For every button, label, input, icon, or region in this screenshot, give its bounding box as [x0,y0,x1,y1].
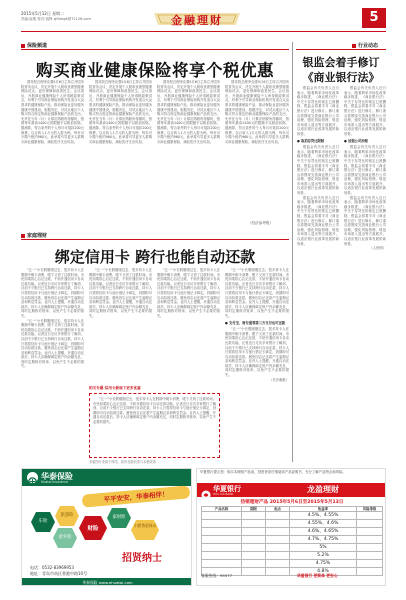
article1-col2 [89,80,152,228]
rate-cell: 4.6%、4.65% [290,528,357,536]
article3-sub1: ● 支付宝、财付通等第三方支付也可还款 [225,320,286,325]
article3-col4 [225,268,289,458]
article1-body-1: 国务院总理李克强5月6日主持召开国务院常务会议，决定开展个人税收优惠型健康保险试点，更好保障和改善民生。会议指出，开展商业健康保险个人所得税政策试点，有利于引导商业保险机构开发适合大众需求的健康保险产品，推动保险业更好服务健康中国建设。根据决定，对试点地区个人购买符合规定的商业健康保险产品的支出，允许在当年（月）计算应纳税所得额时，按照每年最高2400元的限额予以税前扣除。据测算，符合条件的个人每月可抵扣200元保费，以月收入1万元的人群为例，每年可少缴个税约960元。此举将引导更多人群购买商业健康保险，减轻医疗支出负担。 [21,80,84,144]
col-risk: 风险等级 [357,507,383,512]
header-rule [21,31,386,32]
hex-5 [52,527,78,549]
section-title-text: 金融理财 [171,14,223,27]
hex-2 [54,505,80,527]
article3-body-3: "五一"小长假刚刚过去，很多持卡人在假期中刷卡消费，眼下又到了还款时间。市民如果担心忘记还款，不妨开通信用卡自动还款功能。记者近日走访多家银行了解到，目前不少银行已支持跨行自动还款，持卡人只需将信用卡与他行借记卡绑定，到期即可自动扣款还款，避免因忘记还款产生逾期记录和利息罚金。业内人士提醒，开通自动还款后，持卡人应确保绑定账户内余额充足，同时定期核对账单，以免产生不必要的损失。 [157,268,220,318]
huatai-site: 华泰保险 www.ehuatai.com [82,580,133,585]
rate-row [202,520,383,528]
huaxia-product: 龙盈理财 [307,484,339,494]
huatai-address: 地址：青岛市南区香港中路10号 [30,571,88,576]
col-rate: 收益率 [290,507,357,512]
col-label-rule-right [296,49,386,50]
article3-note: 相关专题·信用卡新规下更多优惠 [89,386,141,390]
article3-headline: 绑定信用卡 跨行也能自动还款 [54,248,256,266]
article2-headline: 银监会着手修订 [302,56,380,69]
article2-body-1: 银监会有关负责人近日表示，随着利率市场化改革稳步推进，《商业银行法》中关于存贷比的规定已被删除，银监会将着手对《商业银行法》进行修订。修订重点将围绕完善商业银行公司治理、强化风险管理、规范市场准入退出等方面展开，以适应银行业改革发展的新形势。 [297,86,339,136]
huatai-slogan: 平平安安，华泰相伴！ [103,490,169,504]
article3-box-body: "五一"小长假刚刚过去，很多持卡人在假期中刷卡消费，眼下又到了还款时间。市民如果担心忘记还款，不妨开通信用卡自动还款功能。记者近日走访多家银行了解到，目前不少银行已支持跨行自动还款，持卡人只需将信用卡与他行借记卡绑定，到期即可自动扣款还款，避免因忘记还款产生逾期记录和利息罚金。业内人士提醒，开通自动还款后，持卡人应确保绑定账户内余额充足，同时定期核对账单，以免产生不必要的损失。 [93,397,216,424]
hex-3 [78,515,108,541]
rate-row [202,512,383,520]
article2-body-2c: 银监会有关负责人近日表示，随着利率市场化改革稳步推进，《商业银行法》中关于存贷比的规定已被删除，银监会将着手对《商业银行法》进行修订。修订重点将围绕完善商业银行公司治理、强化风险管理、规范市场准入退出等方面展开，以适应银行业改革发展的新形势。 [344,195,386,246]
article3-body-1: "五一"小长假刚刚过去，很多持卡人在假期中刷卡消费，眼下又到了还款时间。市民如果担心忘记还款，不妨开通信用卡自动还款功能。记者近日走访多家银行了解到，目前不少银行已支持跨行自动还款，持卡人只需将信用卡与他行借记卡绑定，到期即可自动扣款还款，避免因忘记还款产生逾期记录和利息罚金。业内人士提醒，开通自动还款后，持卡人应确保绑定账户内余额充足，同时定期核对账单，以免产生不必要的损失。 [21,268,84,318]
col-start: 起点 [266,507,290,512]
hex-3-label: 财险 [87,526,99,532]
article3-body-4: "五一"小长假刚刚过去，很多持卡人在假期中刷卡消费，眼下又到了还款时间。市民如果担心忘记还款，不妨开通信用卡自动还款功能。记者近日走访多家银行了解到，目前不少银行已支持跨行自动还款，持卡人只需将信用卡与他行借记卡绑定，到期即可自动扣款还款，避免因忘记还款产生逾期记录和利息罚金。业内人士提醒，开通自动还款后，持卡人应确保绑定账户内余额充足，同时定期核对账单，以免产生不必要的损失。 [225,268,289,318]
article3-body-4b: "五一"小长假刚刚过去，很多持卡人在假期中刷卡消费，眼下又到了还款时间。市民如果担心忘记还款，不妨开通信用卡自动还款功能。记者近日走访多家银行了解到，目前不少银行已支持跨行自动还款，持卡人只需将信用卡与他行借记卡绑定，到期即可自动扣款还款，避免因忘记还款产生逾期记录和利息罚金。业内人士提醒，开通自动还款后，持卡人应确保绑定账户内余额充足，同时定期核对账单，以免产生不必要的损失。 [225,327,289,378]
huaxia-notice: 华夏银行提示您：购买本理财产品前，投资者须仔细阅读产品说明书，充分了解产品特点和风险。 [200,470,346,474]
huatai-brand-en: Huatai Insurance [41,480,69,484]
hex-6 [130,519,160,541]
rate-row [202,528,383,536]
rate-row [202,544,383,552]
article2-body-2: 银监会有关负责人近日表示，随着利率市场化改革稳步推进，《商业银行法》中关于存贷比的规定已被删除，银监会将着手对《商业银行法》进行修订。修订重点将围绕完善商业银行公司治理、强化风险管理、规范市场准入退出等方面展开，以适应银行业改革发展的新形势。 [344,86,386,136]
rate-row [202,536,383,544]
huatai-logo-icon [27,472,38,483]
col-label-industry: 行业动态 [352,42,378,49]
article2-col2 [344,86,386,460]
huatai-phone: 电话：0532-83969953 [30,565,74,570]
rate-cell: 4.5%、4.55% [290,512,357,520]
page-number: 5 [369,10,379,25]
rate-cell: 5.2% [290,552,357,560]
col-label-rule-2 [21,239,289,240]
vertical-divider [292,42,293,462]
hex-2-label: 旅游险 [60,513,74,518]
article2-body-1c: 银监会有关负责人近日表示，随着利率市场化改革稳步推进，《商业银行法》中关于存贷比的规定已被删除，银监会将着手对《商业银行法》进行修订。修订重点将围绕完善商业银行公司治理、强化风险管理、规范市场准入退出等方面展开，以适应银行业改革发展的新形势。 [297,195,339,246]
article3-body-1b: "五一"小长假刚刚过去，很多持卡人在假期中刷卡消费，眼下又到了还款时间。市民如果担心忘记还款，不妨开通信用卡自动还款功能。记者近日走访多家银行了解到，目前不少银行已支持跨行自动还款，持卡人只需将信用卡与他行借记卡绑定，到期即可自动扣款还款，避免因忘记还款产生逾期记录和利息罚金。业内人士提醒，开通自动还款后，持卡人应确保绑定账户内余额充足，同时定期核对账单，以免产生不必要的损失。 [21,318,84,369]
rate-row [202,560,383,568]
huaxia-hotline: 客服热线：95577 [201,573,233,578]
huaxia-bank-en: HUA XIA BANK [213,492,234,496]
col-name: 产品名称 [202,507,242,512]
huaxia-rate-table [201,506,383,576]
hex-1-label: 车险 [38,519,48,524]
hex-4 [106,507,132,529]
date-line: 2015年5月12日 星期二 [21,11,65,16]
article2-byline: （人民网） [369,246,386,251]
section-title [152,10,242,28]
rate-cell: 4.7%、4.75% [290,536,357,544]
huaxia-slogan: 华夏银行 更简单 更安心 [297,573,338,578]
article1-byline: （经济参考报） [248,221,274,225]
col-term: 期限 [242,507,266,512]
rate-cell: 4.55%、4.6% [290,520,357,528]
article3-col1 [21,268,84,458]
col-label-insurance: 保险频道 [21,42,47,49]
article2-sub2: ● 加强公司治理 [344,138,368,143]
huaxia-ad[interactable] [196,468,386,586]
article3-col2 [89,268,152,383]
col-label-rule [21,49,289,50]
huatai-ad[interactable] [21,468,192,586]
col-label-family: 家庭理财 [21,232,47,239]
article1-headline: 购买商业健康保险将享个税优惠 [36,61,274,80]
article2-col1 [297,86,339,460]
article1-col3 [157,80,220,228]
article3-col3 [157,268,220,383]
huaxia-bank-name: 华夏银行 [213,485,241,493]
masthead [0,0,406,40]
huatai-recruit: 招贤纳士 [122,553,162,564]
article1-body-3: 国务院总理李克强5月6日主持召开国务院常务会议，决定开展个人税收优惠型健康保险试点，更好保障和改善民生。会议指出，开展商业健康保险个人所得税政策试点，有利于引导商业保险机构开发适合大众需求的健康保险产品，推动保险业更好服务健康中国建设。根据决定，对试点地区个人购买符合规定的商业健康保险产品的支出，允许在当年（月）计算应纳税所得额时，按照每年最高2400元的限额予以税前扣除。据测算，符合条件的个人每月可抵扣200元保费，以月收入1万元的人群为例，每年可少缴个税约960元。此举将引导更多人群购买商业健康保险，减轻医疗支出负担。 [157,80,220,144]
article3-box [89,393,220,458]
article1-col4 [225,80,289,220]
article1-body-2: 国务院总理李克强5月6日主持召开国务院常务会议，决定开展个人税收优惠型健康保险试点，更好保障和改善民生。会议指出，开展商业健康保险个人所得税政策试点，有利于引导商业保险机构开发适合大众需求的健康保险产品，推动保险业更好服务健康中国建设。根据决定，对试点地区个人购买符合规定的商业健康保险产品的支出，允许在当年（月）计算应纳税所得额时，按照每年最高2400元的限额予以税前扣除。据测算，符合条件的个人每月可抵扣200元保费，以月收入1万元的人群为例，每年可少缴个税约960元。此举将引导更多人群购买商业健康保险，减轻医疗支出负担。 [89,80,152,144]
huaxia-table-title: 热销理财产品 2015年5月6日至2015年5月13日 [240,500,344,505]
rate-cell: 4.8% [290,568,357,576]
article1-body-4: 国务院总理李克强5月6日主持召开国务院常务会议，决定开展个人税收优惠型健康保险试点，更好保障和改善民生。会议指出，开展商业健康保险个人所得税政策试点，有利于引导商业保险机构开发适合大众需求的健康保险产品，推动保险业更好服务健康中国建设。根据决定，对试点地区个人购买符合规定的商业健康保险产品的支出，允许在当年（月）计算应纳税所得额时，按照每年最高2400元的限额予以税前扣除。据测算，符合条件的个人每月可抵扣200元保费，以月收入1万元的人群为例，每年可少缴个税约960元。此举将引导更多人群购买商业健康保险，减轻医疗支出负担。 [225,80,289,144]
article2-sub1: ● 取消存贷比限制 [297,138,325,143]
rate-cell: 4.75% [290,560,357,568]
rate-cell: 5% [290,544,357,552]
rate-row [202,552,383,560]
article3-box-text [93,397,216,455]
editor-line: 责编:崔敬 校对:钱铮 zjfhmg6@71126.com [21,17,91,21]
article2-headline-2: 《商业银行法》 [302,71,380,84]
article3-byline: （长沙晚报） [269,377,289,382]
huatai-brand: 华泰保险 [41,471,73,481]
article1-col1 [21,80,84,228]
hex-4-label: 家财险 [112,515,126,520]
hex-6-label: 小额贷款保证 [133,523,157,528]
article3-box-note: 本版图片来源于网络，如涉及版权请与本报联系 [89,460,156,464]
article3-body-2: "五一"小长假刚刚过去，很多持卡人在假期中刷卡消费，眼下又到了还款时间。市民如果担心忘记还款，不妨开通信用卡自动还款功能。记者近日走访多家银行了解到，目前不少银行已支持跨行自动还款，持卡人只需将信用卡与他行借记卡绑定，到期即可自动扣款还款，避免因忘记还款产生逾期记录和利息罚金。业内人士提醒，开通自动还款后，持卡人应确保绑定账户内余额充足，同时定期核对账单，以免产生不必要的损失。 [89,268,152,318]
page-number-badge [362,8,386,28]
article2-body-1b: 银监会有关负责人近日表示，随着利率市场化改革稳步推进，《商业银行法》中关于存贷比的规定已被删除，银监会将着手对《商业银行法》进行修订。修订重点将围绕完善商业银行公司治理、强化风险管理、规范市场准入退出等方面展开，以适应银行业改革发展的新形势。 [297,145,339,196]
hex-5-label: 意外险 [58,535,72,540]
article2-body-2b: 银监会有关负责人近日表示，随着利率市场化改革稳步推进，《商业银行法》中关于存贷比的规定已被删除，银监会将着手对《商业银行法》进行修订。修订重点将围绕完善商业银行公司治理、强化风险管理、规范市场准入退出等方面展开，以适应银行业改革发展的新形势。 [344,145,386,196]
huaxia-logo-icon [201,485,211,495]
